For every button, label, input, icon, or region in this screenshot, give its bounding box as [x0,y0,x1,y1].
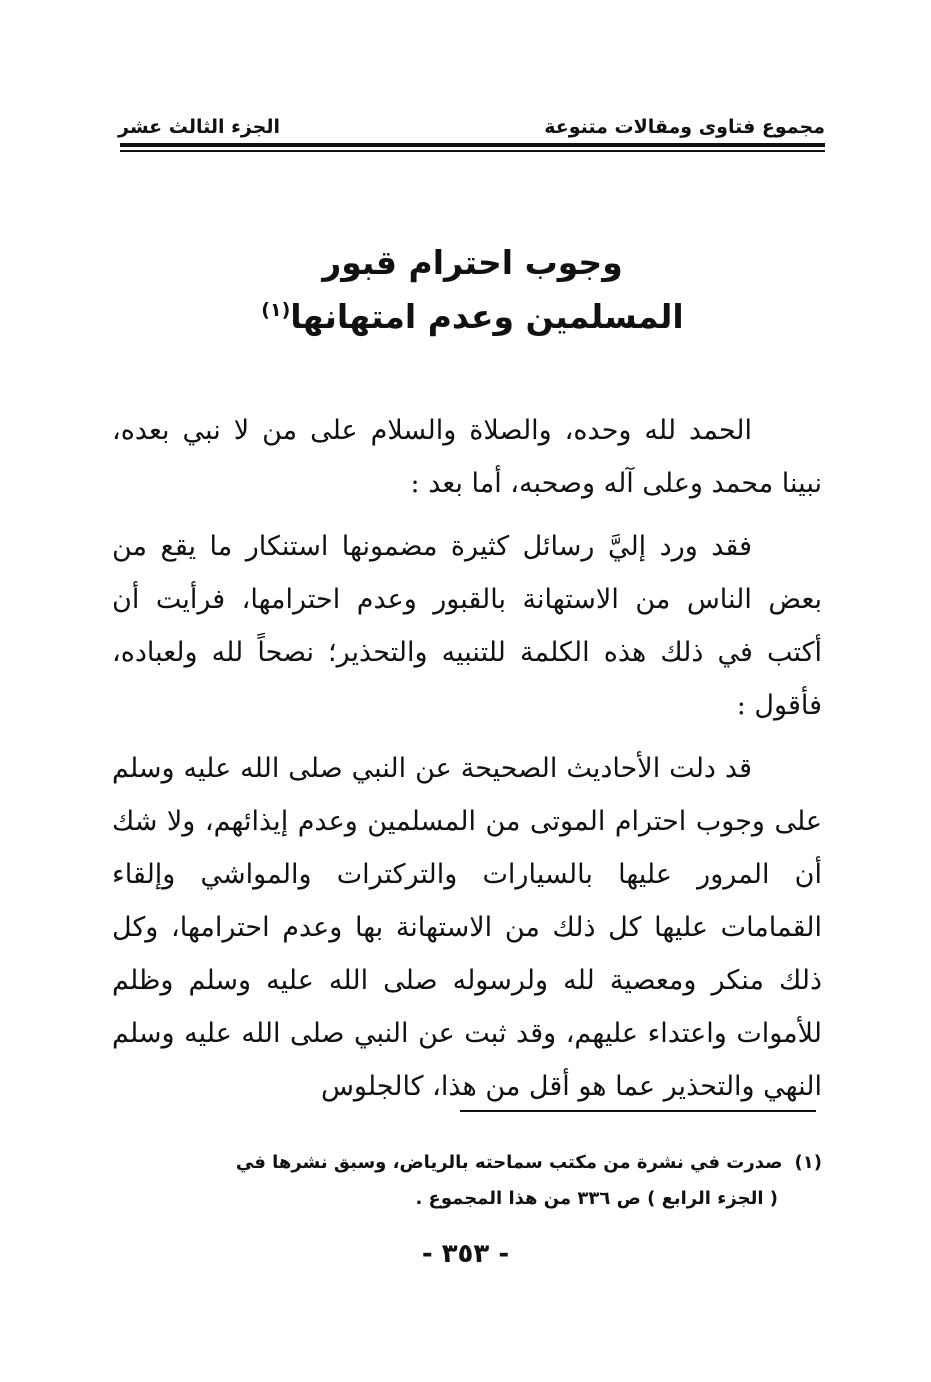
title-line-2-text: المسلمين وعدم امتهانها [290,297,684,336]
paragraph-main: قد دلت الأحاديث الصحيحة عن النبي صلى الله عليه وسلم على وجوب احترام الموتى من المسلمين وعدم إيذائهم، ولا شك أن المرور عليها بالسيارات والتركترات والمواشي وإلقاء القمامات عليها كل ذلك من الاستهانة بها وعدم احترامها، وكل ذلك منكر ومعصية لله ولرسوله صلى الله عليه وسلم وظلم للأموات واعتداء عليهم، وقد ثبت عن النبي صلى الله عليه وسلم النهي والتحذير عما هو أقل من هذا، كالجلوس [112,753,822,1102]
header-book-title: مجموع فتاوى ومقالات متنوعة [544,116,825,138]
header-volume: الجزء الثالث عشر [118,116,281,138]
paragraph-intro: فقد ورد إليَّ رسائل كثيرة مضمونها استنكار ما يقع من بعض الناس من الاستهانة بالقبور وعدم احترامها، فرأيت أن أكتب في ذلك هذه الكلمة للتنبيه والتحذير؛ نصحاً لله ولعباده، فأقول : [112,531,822,721]
footnote-line-2: ( الجزء الرابع ) ص ٣٣٦ من هذا المجموع . [415,1188,778,1209]
title-line-2 [120,290,825,344]
footnote-line-1: صدرت في نشرة من مكتب سماحته بالرياض، وسبق نشرها في [235,1152,783,1173]
title-footnote-ref: (١) [261,299,291,321]
footnote [112,1145,822,1217]
page-number: - ٣٥٣ - [421,1239,510,1269]
footnote-number: (١) [794,1152,822,1173]
footnote-separator [460,1110,816,1112]
title-line-1: وجوب احترام قبور [322,243,623,282]
header-rule-thick [120,143,825,147]
paragraph-opening: الحمد لله وحده، والصلاة والسلام على من لا نبي بعده، نبينا محمد وعلى آله وصحبه، أما بعد : [112,415,822,499]
header-rule-thin [120,150,825,152]
running-header [118,112,825,142]
article-title [120,236,825,344]
article-body [112,404,822,1123]
